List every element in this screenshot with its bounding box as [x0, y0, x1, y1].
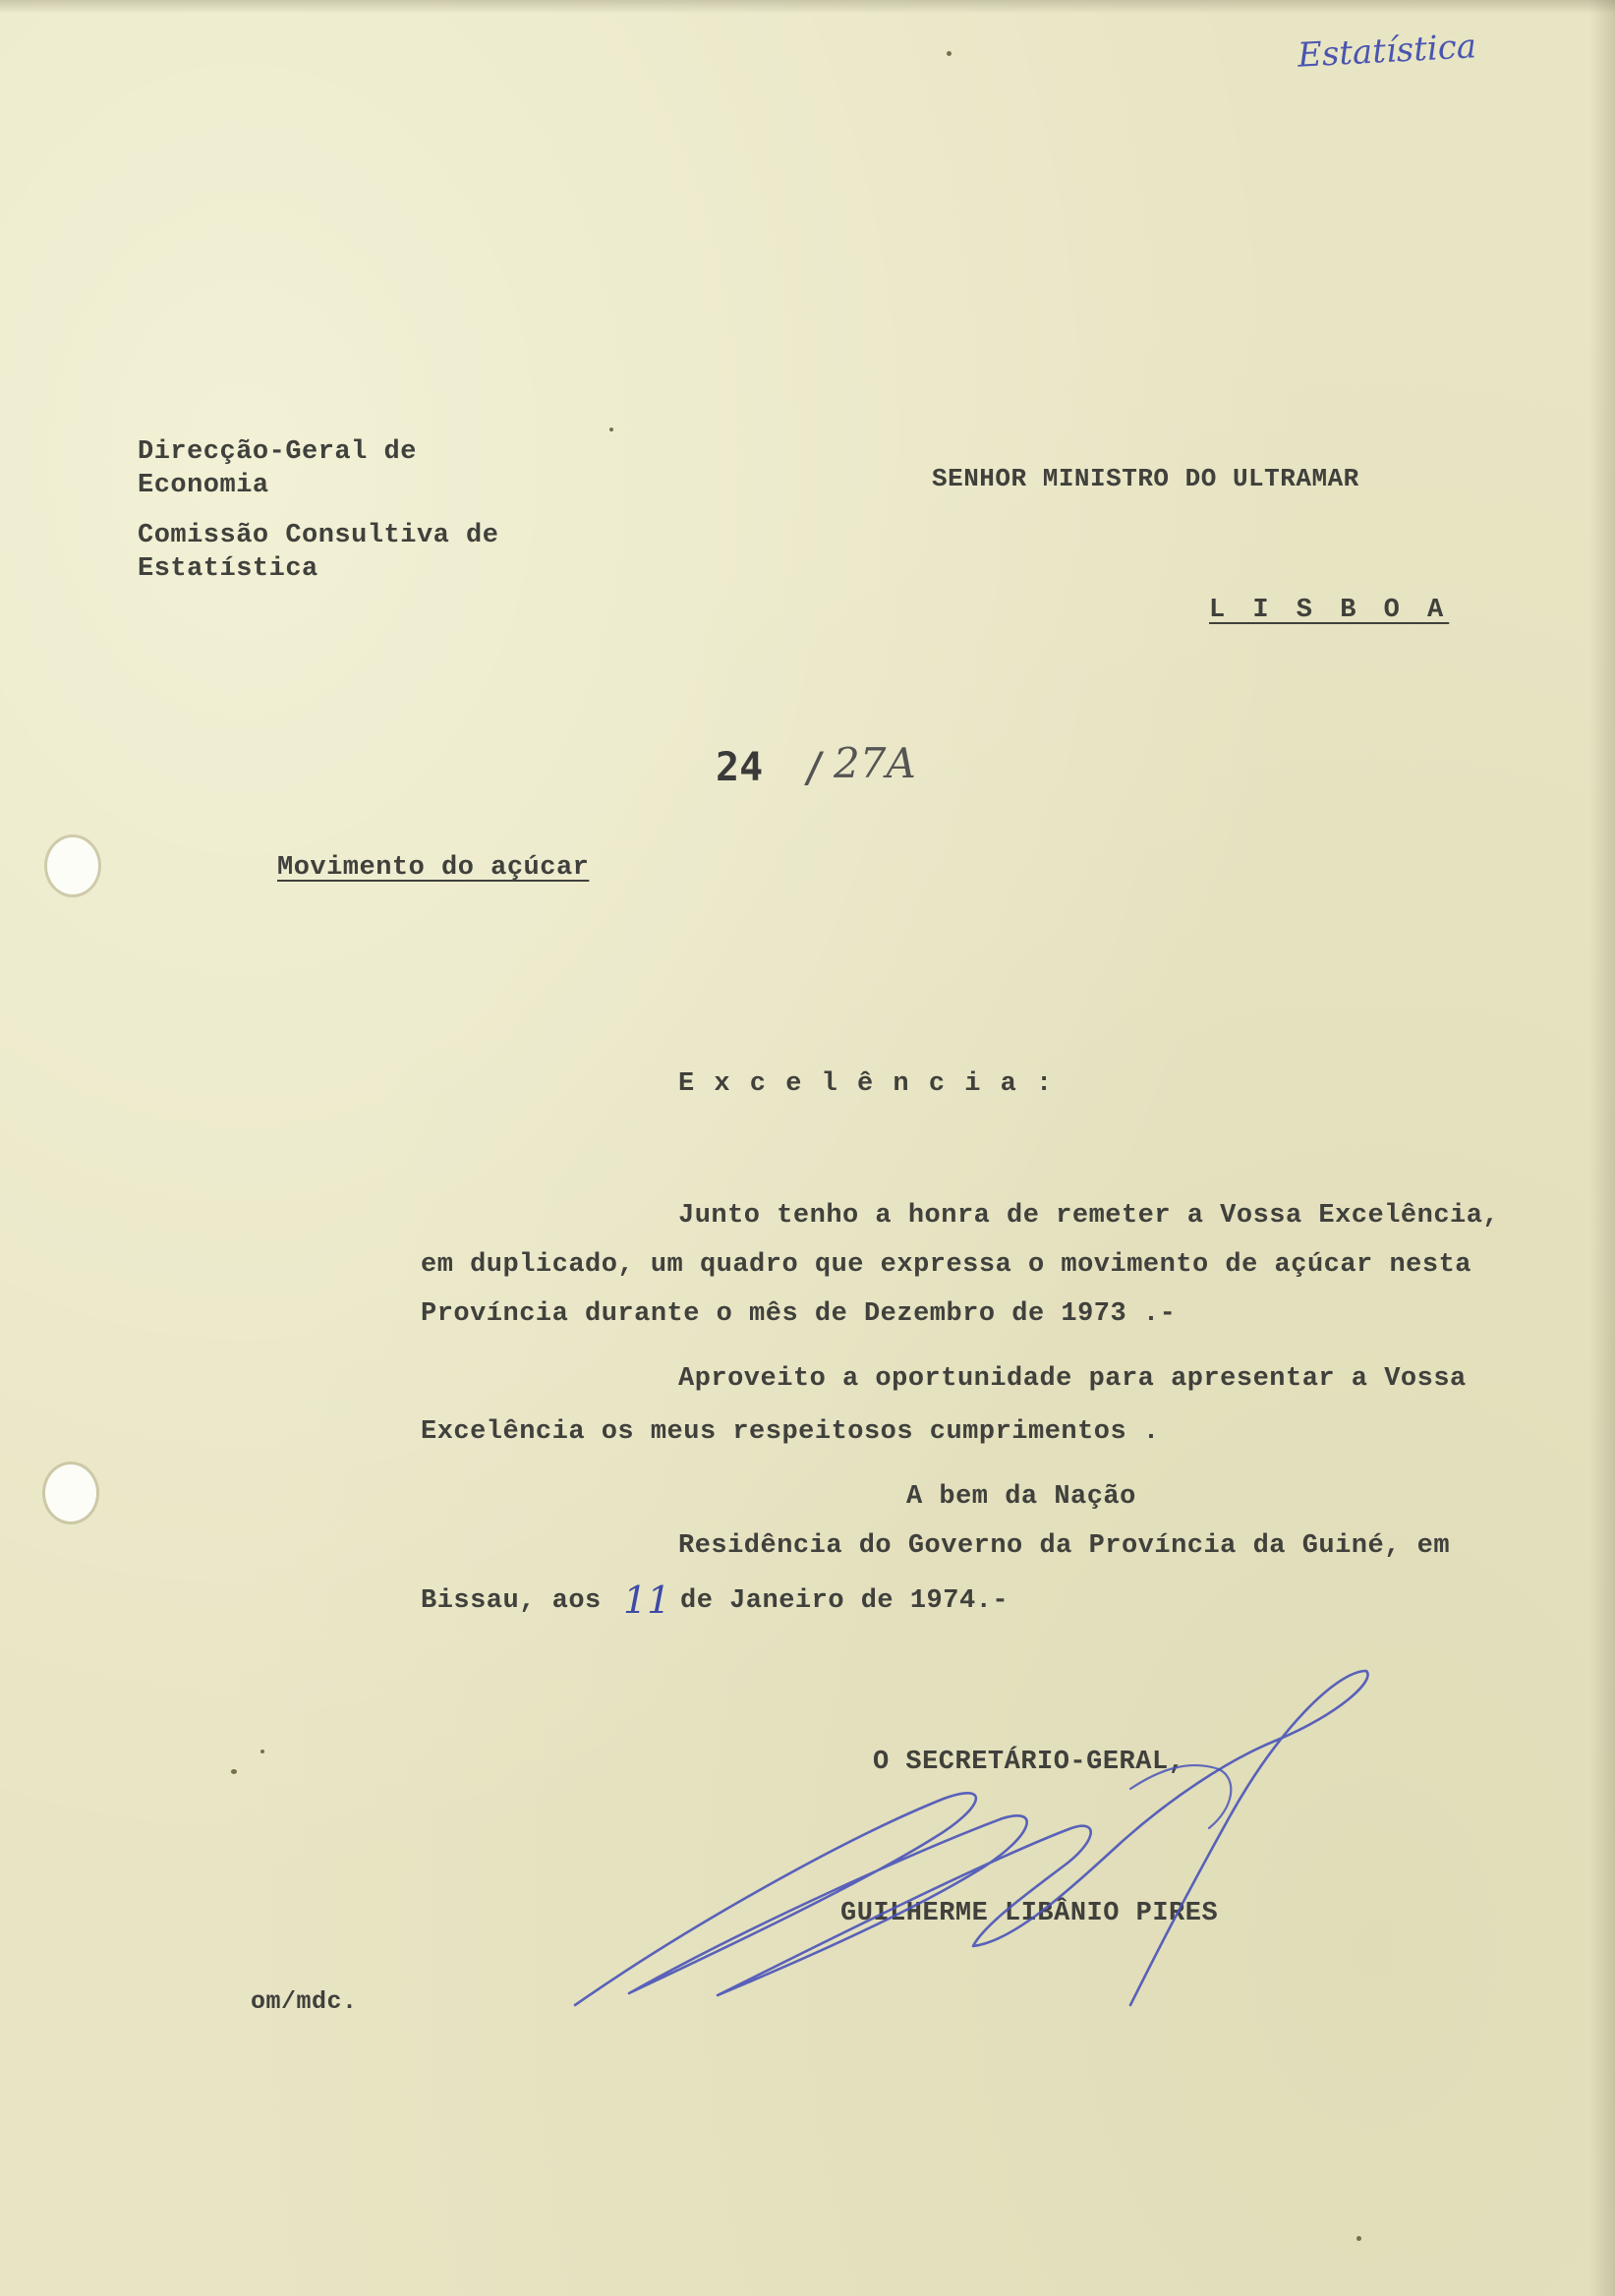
reference-handwritten: 27A: [834, 739, 916, 787]
sender-line-1: Direcção-Geral de: [138, 437, 417, 467]
reference-stamped: 24: [716, 745, 764, 790]
body-p2-line1: Aproveito a oportunidade para apresentar a Vossa: [678, 1364, 1467, 1394]
sender-line-4: Estatística: [138, 554, 318, 584]
subject: Movimento do açúcar: [277, 853, 590, 883]
closing-motto: A bem da Nação: [906, 1482, 1136, 1512]
closing-place: Residência do Governo da Província da Guiné, em: [678, 1531, 1451, 1561]
handwritten-note: Estatística: [1297, 27, 1477, 76]
sender-line-3: Comissão Consultiva de: [138, 521, 499, 550]
addressee-title: SENHOR MINISTRO DO ULTRAMAR: [932, 464, 1359, 493]
body-p1-line1: Junto tenho a honra de remeter a Vossa Excelência,: [678, 1201, 1500, 1231]
closing-date-suffix: de Janeiro de 1974.-: [680, 1586, 1009, 1616]
addressee-city: L I S B O A: [1209, 596, 1450, 625]
closing-date-day: 11: [623, 1578, 671, 1622]
sender-line-2: Economia: [138, 471, 269, 500]
salutation: E x c e l ê n c i a :: [678, 1069, 1055, 1099]
body-p2-line2: Excelência os meus respeitosos cumprimentos .: [421, 1417, 1160, 1447]
typist-initials: om/mdc.: [251, 1987, 358, 2016]
signatory-role: O SECRETÁRIO-GERAL,: [873, 1748, 1185, 1777]
signatory-name: GUILHERME LIBÂNIO PIRES: [840, 1899, 1219, 1928]
body-p1-line3: Província durante o mês de Dezembro de 1973 .-: [421, 1299, 1177, 1329]
closing-date-prefix: Bissau, aos: [421, 1586, 602, 1616]
reference-separator: /: [802, 743, 828, 791]
body-p1-line2: em duplicado, um quadro que expressa o movimento de açúcar nesta: [421, 1250, 1471, 1280]
